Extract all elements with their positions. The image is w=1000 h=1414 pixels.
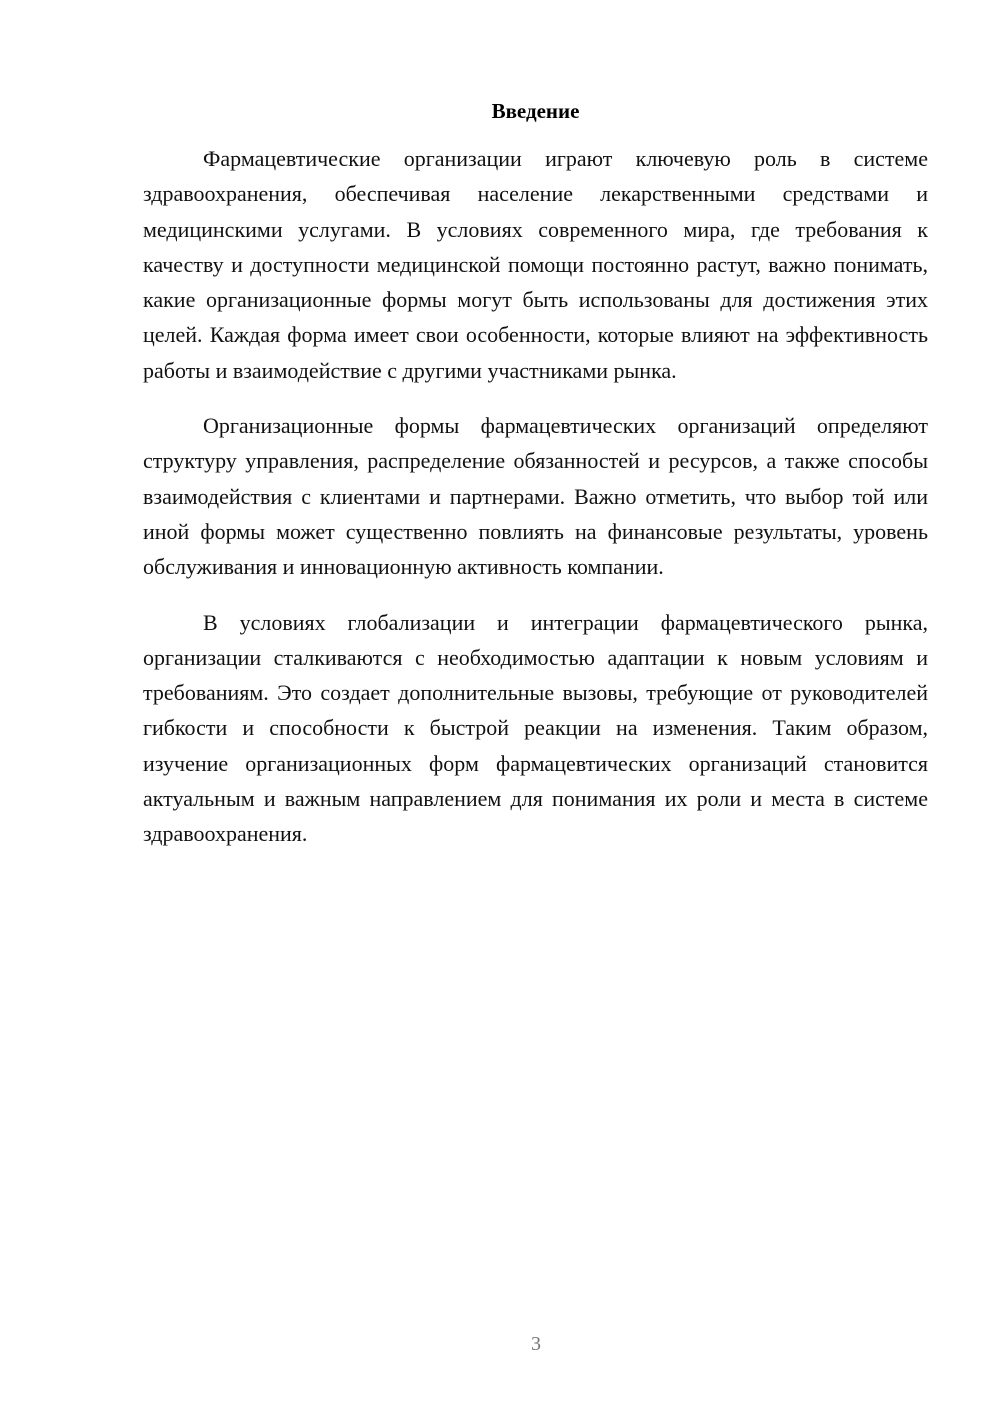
page-number: 3 <box>531 1333 541 1355</box>
page-content <box>143 95 928 872</box>
paragraph-1: Фармацевтические организации играют ключевую роль в системе здравоохранения, обеспечивая население лекарственными средствами и медицинскими услугами. В условиях современного мира, где требования к качеству и доступности медицинской помощи постоянно растут, важно понимать, какие организационные формы могут быть использованы для достижения этих целей. Каждая форма имеет свои особенности, которые влияют на эффективность работы и взаимодействие с другими участниками рынка. <box>143 146 928 383</box>
paragraph-3: В условиях глобализации и интеграции фармацевтического рынка, организации сталкиваются с необходимостью адаптации к новым условиям и требованиям. Это создает дополнительные вызовы, требующие от руководителей гибкости и способности к быстрой реакции на изменения. Таким образом, изучение организационных форм фармацевтических организаций становится актуальным и важным направлением для понимания их роли и места в системе здравоохранения. <box>143 609 928 847</box>
section-heading: Введение <box>491 99 580 123</box>
paragraph-2: Организационные формы фармацевтических организаций определяют структуру управления, распределение обязанностей и ресурсов, а также способы взаимодействия с клиентами и партнерами. Важно отметить, что выбор той или иной формы может существенно повлиять на финансовые результаты, уровень обслуживания и инновационную активность компании. <box>143 413 928 580</box>
